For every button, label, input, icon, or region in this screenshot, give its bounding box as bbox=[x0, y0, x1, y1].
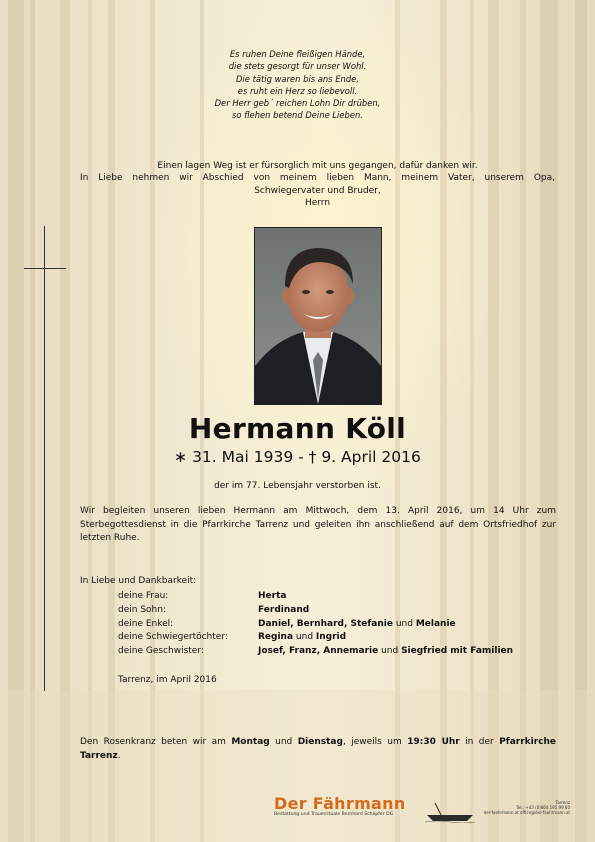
family-row bbox=[80, 632, 556, 646]
contact-line: Tarrenz bbox=[555, 800, 570, 805]
intro-text bbox=[80, 160, 555, 210]
age-line: der im 77. Lebensjahr verstorben ist. bbox=[214, 481, 381, 491]
intro-farewell: In Liebe nehmen wir Abschied von meinem lieben Mann, meinem Vater, unserem Opa, bbox=[80, 173, 555, 184]
place-date: Tarrenz, im April 2016 bbox=[118, 674, 217, 685]
family-row bbox=[80, 619, 556, 633]
rosary-text: Den Rosenkranz beten wir am Montag und Dienstag, jeweils um 19:30 Uhr in der Pfarrkirche Tarrenz. bbox=[80, 737, 557, 761]
contact-line: Tel.: +43 (0)664 195 99 60 bbox=[516, 805, 570, 811]
life-dates: ∗ 31. Mai 1939 - † 9. April 2016 bbox=[174, 448, 421, 466]
family-names: Herta bbox=[258, 591, 287, 601]
family-names: Josef, Franz, Annemarie und Siegfried mit Familien bbox=[258, 646, 514, 657]
intro-relations: Schwiegervater und Bruder, bbox=[254, 185, 381, 196]
poem-line: die stets gesorgt für unser Wohl. bbox=[228, 61, 367, 72]
family-relation: dein Sohn: bbox=[118, 604, 166, 615]
family-row bbox=[80, 605, 556, 619]
family-names: Regina und Ingrid bbox=[258, 632, 347, 643]
contact-line: der-faehrmann.at office@der-faehrmann.at bbox=[483, 810, 570, 816]
poem-line: so flehen betend Deine Lieben. bbox=[232, 110, 363, 121]
family-relation: deine Enkel: bbox=[118, 618, 174, 629]
family-row bbox=[80, 646, 556, 660]
family-heading: In Liebe und Dankbarkeit: bbox=[80, 576, 197, 586]
poem-line: Es ruhen Deine fleißigen Hände, bbox=[229, 49, 366, 59]
family-relation: deine Schwiegertöchter: bbox=[118, 632, 228, 643]
logo-brand: Der Fährmann bbox=[274, 794, 406, 813]
family-relation: deine Geschwister: bbox=[118, 646, 204, 657]
funeral-text: Wir begleiten unseren lieben Hermann am Mittwoch, dem 13. April 2016, um 14 Uhr zum Sterbegottesdienst in die Pfarrkirche Tarrenz und geleiten ihn anschließend auf dem Ortsfriedhof zur letzten Ruhe. bbox=[80, 506, 556, 543]
family-names: Ferdinand bbox=[258, 604, 310, 615]
family-row bbox=[80, 591, 556, 605]
contact-info bbox=[478, 800, 570, 816]
family-relation: deine Frau: bbox=[118, 591, 169, 601]
funeral-home-logo bbox=[274, 794, 406, 817]
intro-salutation: Herrn bbox=[304, 198, 331, 209]
poem-line: es ruht ein Herz so liebevoll. bbox=[237, 85, 358, 96]
intro-thanks: Einen lagen Weg ist er fürsorglich mit uns gegangen, dafür danken wir. bbox=[157, 161, 478, 171]
cross-icon-bar bbox=[24, 268, 66, 269]
portrait-photo bbox=[254, 227, 382, 405]
family-names: Daniel, Bernhard, Stefanie und Melanie bbox=[258, 618, 456, 629]
deceased-name: Hermann Köll bbox=[188, 412, 407, 445]
poem-line: Die tätig waren bis ans Ende, bbox=[235, 73, 359, 84]
poem bbox=[150, 48, 445, 122]
poem-line: Der Herr geb´ reichen Lohn Dir drüben, bbox=[214, 98, 381, 109]
family-list bbox=[80, 576, 556, 685]
logo-subline: Bestattung und Trauerrituale Bernhard Schöpfer OG bbox=[274, 812, 394, 817]
boat-icon bbox=[425, 801, 475, 823]
